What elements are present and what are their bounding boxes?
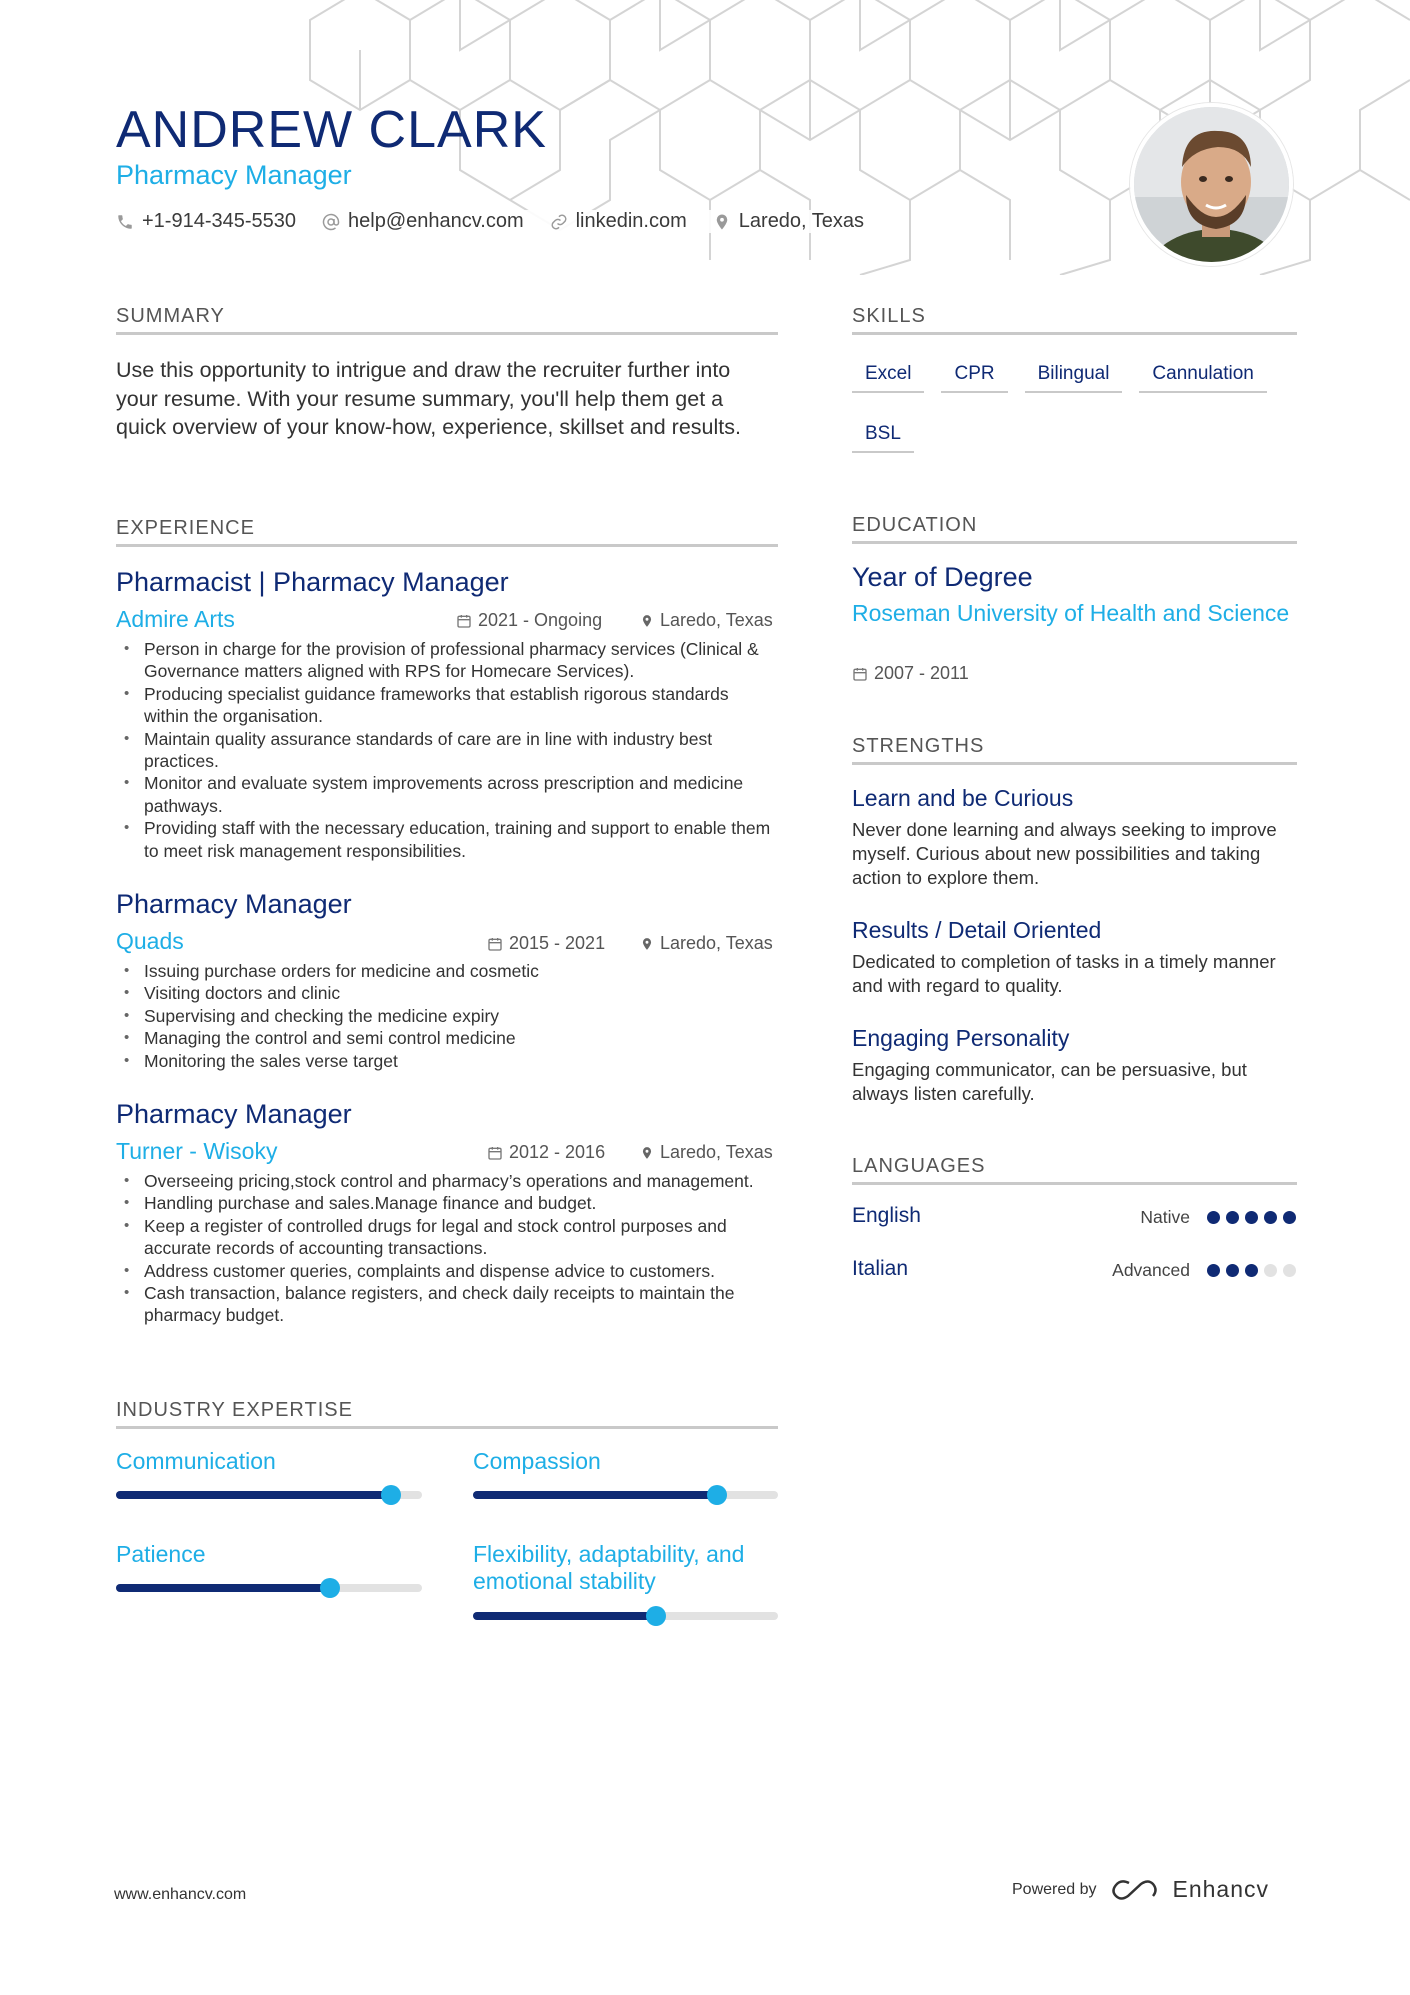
location-pin-icon — [640, 613, 654, 629]
expertise-bar-fill — [116, 1584, 330, 1592]
skills-heading: SKILLS — [852, 305, 1297, 335]
education-dates — [852, 663, 969, 684]
location-pin-icon — [713, 213, 731, 231]
job-bullet: • Issuing purchase orders for medicine and cosmetic — [116, 960, 776, 982]
calendar-icon — [487, 936, 503, 952]
language-dot — [1245, 1264, 1258, 1277]
job-bullet: • Maintain quality assurance standards of care are in line with industry best practices. — [116, 728, 776, 773]
expertise-label: Communication — [116, 1448, 276, 1474]
expertise-bar — [473, 1612, 778, 1620]
education-dates-text: 2007 - 2011 — [874, 663, 969, 683]
footer-website[interactable]: www.enhancv.com — [114, 1886, 247, 1903]
skills-list — [852, 355, 1297, 453]
expertise-label: Patience — [116, 1541, 206, 1567]
language-name: English — [852, 1204, 921, 1227]
education-heading: EDUCATION — [852, 514, 1297, 544]
location-pin-icon — [640, 936, 654, 952]
languages-heading: LANGUAGES — [852, 1155, 1297, 1185]
experience-heading: EXPERIENCE — [116, 517, 778, 547]
skill-tag: CPR — [941, 355, 1007, 393]
language-dot — [1207, 1264, 1220, 1277]
expertise-heading: INDUSTRY EXPERTISE — [116, 1399, 778, 1429]
job-bullets — [116, 1170, 776, 1327]
education-school: Roseman University of Health and Science — [852, 600, 1290, 626]
contact-link-text: linkedin.com — [575, 210, 687, 232]
job-bullet: • Supervising and checking the medicine expiry — [116, 1005, 776, 1027]
language-dot — [1283, 1264, 1296, 1277]
calendar-icon — [456, 613, 472, 629]
job-dates — [487, 933, 605, 954]
contact-location — [713, 210, 864, 233]
language-dot — [1207, 1211, 1220, 1224]
job-company: Quads — [116, 928, 184, 954]
job-location — [640, 933, 773, 954]
job-bullet: • Person in charge for the provision of professional pharmacy services (Clinical & Governance matters aligned with RPS for Homecare Services). — [116, 638, 776, 683]
language-level: Advanced — [1112, 1260, 1190, 1280]
job-location — [640, 1142, 773, 1163]
job-title: Pharmacy Manager — [116, 1099, 352, 1129]
strength-desc: Dedicated to completion of tasks in a timely manner and with regard to quality. — [852, 951, 1276, 996]
expertise-bar — [116, 1491, 422, 1499]
job-bullet: • Address customer queries, complaints and dispense advice to customers. — [116, 1260, 776, 1282]
expertise-bar-knob — [707, 1485, 727, 1505]
expertise-bar — [473, 1491, 778, 1499]
expertise-bar-fill — [473, 1612, 656, 1620]
strength-title: Results / Detail Oriented — [852, 917, 1102, 943]
skill-tag: Bilingual — [1025, 355, 1123, 393]
strengths-heading: STRENGTHS — [852, 735, 1297, 765]
job-location — [640, 610, 773, 631]
job-bullet: • Keep a register of controlled drugs for legal and stock control purposes and accurate records of accounting transactions. — [116, 1215, 776, 1260]
phone-icon — [116, 213, 134, 231]
job-location-text: Laredo, Texas — [660, 1142, 773, 1162]
language-dot — [1283, 1211, 1296, 1224]
job-company: Turner - Wisoky — [116, 1138, 278, 1164]
skill-tag: Excel — [852, 355, 924, 393]
job-dates — [456, 610, 602, 631]
summary-text: Use this opportunity to intrigue and draw the recruiter further into your resume. With your resume summary, you'll help them get a quick overview of your know-how, experience, skillset and results. — [116, 358, 741, 439]
language-dot — [1245, 1211, 1258, 1224]
education-degree: Year of Degree — [852, 562, 1033, 592]
contact-email-text: help@enhancv.com — [348, 210, 524, 232]
contact-email[interactable] — [322, 210, 524, 233]
job-bullet: • Monitoring the sales verse target — [116, 1050, 776, 1072]
skill-tag: BSL — [852, 415, 914, 453]
expertise-bar — [116, 1584, 422, 1592]
job-bullets — [116, 960, 776, 1072]
expertise-bar-knob — [646, 1606, 666, 1626]
expertise-label: Compassion — [473, 1448, 601, 1474]
expertise-label: Flexibility, adaptability, and emotional stability — [473, 1541, 745, 1594]
expertise-bar-knob — [381, 1485, 401, 1505]
language-dot — [1226, 1211, 1239, 1224]
candidate-role: Pharmacy Manager — [116, 160, 352, 190]
expertise-bar-fill — [473, 1491, 717, 1499]
job-bullet: • Cash transaction, balance registers, and check daily receipts to maintain the pharmacy budget. — [116, 1282, 776, 1327]
job-bullet: • Overseeing pricing,stock control and pharmacy’s operations and management. — [116, 1170, 776, 1192]
contact-link[interactable] — [550, 210, 687, 233]
job-bullets — [116, 638, 776, 862]
job-dates — [487, 1142, 605, 1163]
strength-title: Learn and be Curious — [852, 785, 1074, 811]
candidate-name: ANDREW CLARK — [116, 101, 547, 159]
contact-bar — [116, 210, 870, 233]
contact-location-text: Laredo, Texas — [738, 210, 865, 232]
footer-brand[interactable] — [1012, 1876, 1269, 1903]
language-dot — [1264, 1264, 1277, 1277]
job-location-text: Laredo, Texas — [660, 933, 773, 953]
strength-desc: Engaging communicator, can be persuasive, but always listen carefully. — [852, 1059, 1247, 1104]
job-bullet: • Visiting doctors and clinic — [116, 982, 776, 1004]
skill-tag: Cannulation — [1139, 355, 1266, 393]
contact-phone[interactable] — [116, 210, 296, 233]
job-bullet: • Providing staff with the necessary education, training and support to enable them to meet risk management responsibilities. — [116, 817, 776, 862]
strength-desc: Never done learning and always seeking to improve myself. Curious about new possibilities and taking action to explore them. — [852, 819, 1277, 888]
language-dots — [1207, 1211, 1296, 1224]
job-bullet: • Producing specialist guidance frameworks that establish rigorous standards within the organisation. — [116, 683, 776, 728]
enhancv-logo-icon — [1111, 1877, 1159, 1903]
job-bullet: • Monitor and evaluate system improvements across prescription and medicine pathways. — [116, 772, 776, 817]
language-dot — [1226, 1264, 1239, 1277]
language-name: Italian — [852, 1257, 909, 1280]
profile-photo — [1130, 103, 1293, 266]
job-dates-text: 2015 - 2021 — [509, 933, 606, 953]
job-bullet: • Managing the control and semi control medicine — [116, 1027, 776, 1049]
location-pin-icon — [640, 1145, 654, 1161]
strength-title: Engaging Personality — [852, 1025, 1070, 1051]
at-icon — [322, 213, 340, 231]
language-level: Native — [1140, 1207, 1190, 1227]
language-dot — [1264, 1211, 1277, 1224]
language-dots — [1207, 1264, 1296, 1277]
job-location-text: Laredo, Texas — [660, 610, 773, 630]
expertise-bar-knob — [320, 1578, 340, 1598]
calendar-icon — [852, 666, 868, 682]
link-icon — [550, 213, 568, 231]
summary-heading: SUMMARY — [116, 305, 778, 335]
brand-name: Enhancv — [1172, 1876, 1270, 1902]
calendar-icon — [487, 1145, 503, 1161]
job-bullet: • Handling purchase and sales.Manage finance and budget. — [116, 1192, 776, 1214]
contact-phone-text: +1-914-345-5530 — [142, 210, 297, 232]
job-title: Pharmacy Manager — [116, 889, 352, 919]
job-company: Admire Arts — [116, 606, 235, 632]
expertise-bar-fill — [116, 1491, 391, 1499]
powered-by-text: Powered by — [1012, 1880, 1097, 1898]
job-dates-text: 2012 - 2016 — [509, 1142, 606, 1162]
job-dates-text: 2021 - Ongoing — [478, 610, 603, 630]
job-title: Pharmacist | Pharmacy Manager — [116, 567, 509, 597]
